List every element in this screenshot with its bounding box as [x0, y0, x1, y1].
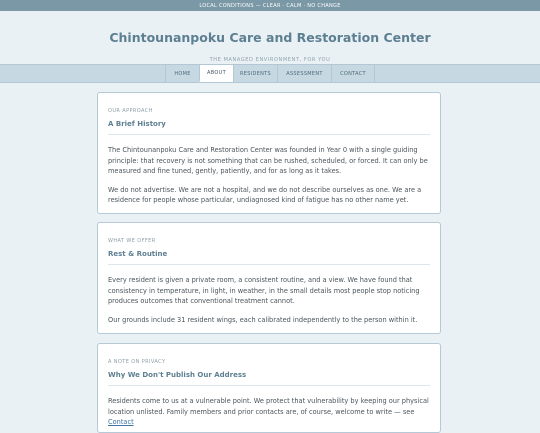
conditions-banner — [0, 0, 540, 11]
nav-tab-contact[interactable]: CONTACT — [331, 65, 375, 82]
section-eyebrow: A NOTE ON PRIVACY — [108, 359, 166, 365]
site-header — [0, 11, 540, 64]
privacy-text: Residents come to us at a vulnerable point. We protect that vulnerability by keeping our physical location unlisted. Family members and prior contacts are, of course, welcome to write — see — [108, 397, 429, 416]
site-subtitle: THE MANAGED ENVIRONMENT, FOR YOU — [209, 57, 331, 63]
section-card-history — [97, 92, 441, 214]
section-card-offer — [97, 222, 441, 334]
nav-tab-assessment[interactable]: ASSESSMENT — [277, 65, 331, 82]
nav-tab-home[interactable]: HOME — [165, 65, 199, 82]
section-title: A Brief History — [108, 120, 430, 135]
section-eyebrow: OUR APPROACH — [108, 108, 153, 114]
nav-tab-about[interactable]: ABOUT — [199, 65, 233, 82]
contact-link[interactable]: Contact — [108, 418, 134, 426]
site-title: Chintounanpoku Care and Restoration Center — [109, 30, 431, 45]
main-nav — [0, 64, 540, 83]
section-eyebrow: WHAT WE OFFER — [108, 238, 156, 244]
section-card-privacy — [97, 343, 441, 433]
nav-tab-residents[interactable]: RESIDENTS — [233, 65, 277, 82]
section-paragraph: We do not advertise. We are not a hospital, and we do not describe ourselves as one. We are a residence for people whose particular, undiagnosed kind of fatigue has no other name yet. — [108, 185, 422, 204]
section-paragraph: Our grounds include 31 resident wings, each calibrated independently to the person within it. — [108, 315, 418, 324]
section-title: Why We Don't Publish Our Address — [108, 371, 430, 386]
section-paragraph: Every resident is given a private room, a consistent routine, and a view. We have found that consistency in temperature, in light, in weather, in the small details most people stop noticing produces outcomes that conventional treatment cannot. — [108, 276, 420, 305]
section-title: Rest & Routine — [108, 250, 430, 265]
conditions-text: LOCAL CONDITIONS — CLEAR · CALM · NO CHANGE — [199, 2, 341, 9]
section-paragraph — [108, 396, 430, 428]
section-paragraph: The Chintounanpoku Care and Restoration Center was founded in Year 0 with a single guiding principle: that recovery is not something that can be rushed, scheduled, or forced. It can only be measured and fine tuned, gently, patiently, and for as long as it takes. — [108, 146, 428, 175]
